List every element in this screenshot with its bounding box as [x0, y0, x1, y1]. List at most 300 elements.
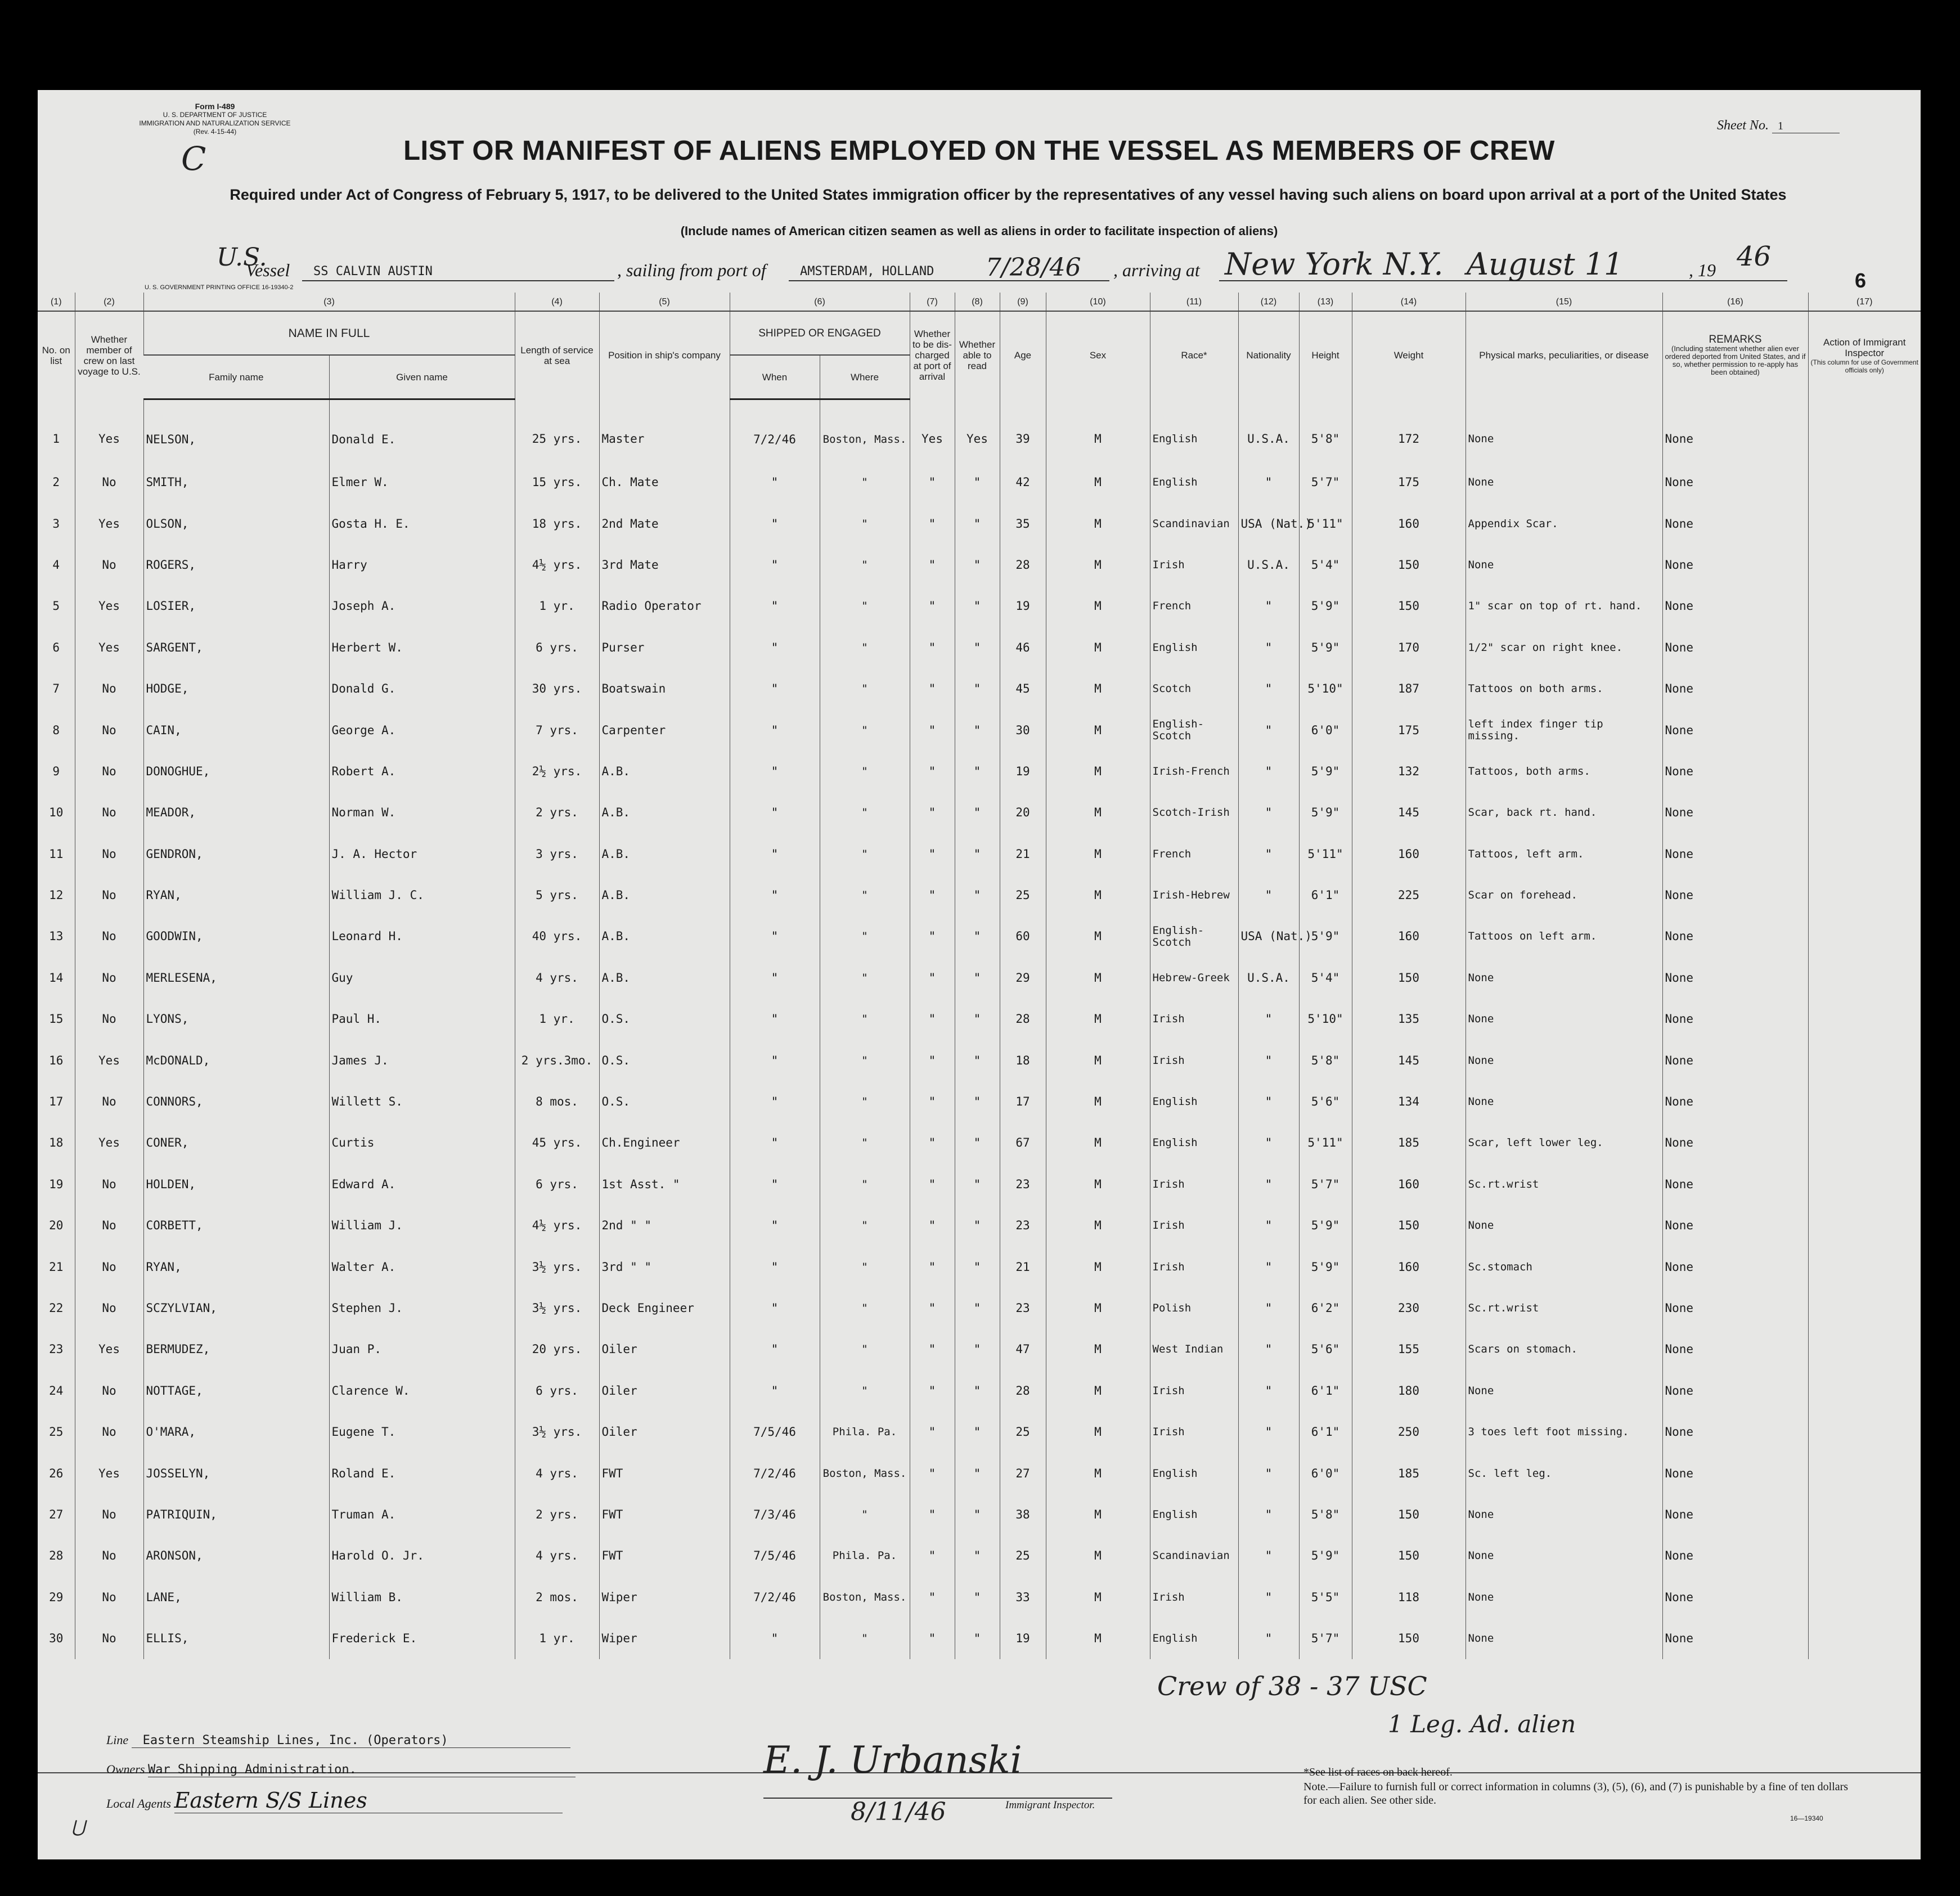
crew-age: 23 [1000, 1288, 1046, 1329]
crew-height: 6'1" [1299, 1412, 1352, 1453]
crew-sex: M [1046, 1494, 1150, 1535]
crew-shipped-when: " [730, 627, 820, 668]
crew-age: 46 [1000, 627, 1046, 668]
crew-position: A.B. [599, 751, 730, 792]
crew-physical-marks: None [1465, 545, 1662, 586]
crew-race: English [1150, 1618, 1238, 1659]
crew-age: 29 [1000, 958, 1046, 999]
crew-able-to-read: " [955, 792, 1000, 833]
crew-physical-marks: None [1465, 1205, 1662, 1246]
crew-shipped-where: " [820, 709, 910, 751]
crew-shipped-where: Phila. Pa. [820, 1535, 910, 1576]
crew-weight: 135 [1352, 999, 1465, 1040]
crew-service-length: 4 yrs. [515, 958, 599, 999]
crew-inspector-action [1808, 751, 1921, 792]
crew-previous-voyage: No [75, 875, 143, 916]
crew-family-name: ROGERS, [143, 545, 329, 586]
table-row [38, 875, 1921, 916]
crew-shipped-when: " [730, 1329, 820, 1370]
crew-shipped-when: 7/2/46 [730, 399, 820, 462]
crew-family-name: CAIN, [143, 709, 329, 751]
table-row [38, 1205, 1921, 1246]
crew-discharged: " [910, 586, 955, 627]
crew-discharged: " [910, 1329, 955, 1370]
crew-inspector-action [1808, 1246, 1921, 1287]
crew-remarks: None [1662, 751, 1808, 792]
crew-able-to-read: " [955, 1164, 1000, 1205]
crew-no: 3 [52, 516, 60, 531]
crew-previous-voyage: No [75, 958, 143, 999]
crew-weight: 230 [1352, 1288, 1465, 1329]
crew-age: 28 [1000, 999, 1046, 1040]
crew-sex: M [1046, 503, 1150, 544]
crew-position: Oiler [599, 1371, 730, 1412]
crew-height: 5'9" [1299, 751, 1352, 792]
crew-sex: M [1046, 1122, 1150, 1163]
crew-position: FWT [599, 1535, 730, 1576]
crew-race: French [1150, 586, 1238, 627]
crew-shipped-when: " [730, 709, 820, 751]
column-number: (8) [955, 293, 1000, 311]
crew-given-name: Joseph A. [329, 586, 515, 627]
crew-remarks: None [1662, 999, 1808, 1040]
column-number: (5) [599, 293, 730, 311]
crew-shipped-when: " [730, 875, 820, 916]
crew-position: 3rd Mate [599, 545, 730, 586]
crew-age: 35 [1000, 503, 1046, 544]
column-number: (16) [1662, 293, 1808, 311]
crew-race: English [1150, 1081, 1238, 1122]
crew-service-length: 5 yrs. [515, 875, 599, 916]
crew-age: 60 [1000, 916, 1046, 957]
crew-sex: M [1046, 668, 1150, 709]
crew-age: 42 [1000, 462, 1046, 503]
crew-able-to-read: " [955, 999, 1000, 1040]
sailing-label: , sailing from port of [617, 260, 766, 280]
crew-able-to-read: " [955, 1288, 1000, 1329]
crew-physical-marks: left index finger tip missing. [1465, 709, 1662, 751]
crew-age: 27 [1000, 1453, 1046, 1494]
header-shipped-engaged: SHIPPED OR ENGAGED [730, 311, 910, 355]
table-row [38, 462, 1921, 503]
crew-discharged: " [910, 1494, 955, 1535]
crew-physical-marks: None [1465, 462, 1662, 503]
table-row [38, 1535, 1921, 1576]
crew-height: 5'5" [1299, 1577, 1352, 1618]
crew-service-length: 2 yrs.3mo. [515, 1040, 599, 1081]
crew-given-name: Roland E. [329, 1453, 515, 1494]
crew-shipped-where: " [820, 958, 910, 999]
crew-weight: 145 [1352, 1040, 1465, 1081]
crew-able-to-read: " [955, 1618, 1000, 1659]
crew-family-name: CONNORS, [143, 1081, 329, 1122]
header-weight: Weight [1352, 311, 1465, 399]
crew-discharged: " [910, 1412, 955, 1453]
crew-inspector-action [1808, 1288, 1921, 1329]
races-note: *See list of races on back hereof. [1303, 1766, 1453, 1778]
crew-no: 15 [49, 1012, 64, 1026]
table-row [38, 751, 1921, 792]
crew-inspector-action [1808, 834, 1921, 875]
crew-physical-marks: None [1465, 1040, 1662, 1081]
crew-previous-voyage: No [75, 1288, 143, 1329]
crew-shipped-when: " [730, 1164, 820, 1205]
crew-service-length: 6 yrs. [515, 1164, 599, 1205]
crew-age: 39 [1000, 399, 1046, 462]
crew-physical-marks: None [1465, 399, 1662, 462]
crew-discharged: " [910, 958, 955, 999]
crew-able-to-read: " [955, 1535, 1000, 1576]
crew-inspector-action [1808, 668, 1921, 709]
crew-nationality: " [1238, 1577, 1299, 1618]
crew-shipped-where: " [820, 1246, 910, 1287]
crew-inspector-action [1808, 958, 1921, 999]
crew-previous-voyage: No [75, 1371, 143, 1412]
crew-previous-voyage: No [75, 1081, 143, 1122]
crew-given-name: James J. [329, 1040, 515, 1081]
crew-height: 5'8" [1299, 1494, 1352, 1535]
vessel-name: SS CALVIN AUSTIN [313, 264, 433, 278]
crew-discharged: " [910, 1205, 955, 1246]
crew-able-to-read: " [955, 1246, 1000, 1287]
crew-nationality: " [1238, 751, 1299, 792]
crew-previous-voyage: No [75, 1535, 143, 1576]
crew-physical-marks: Sc.rt.wrist [1465, 1288, 1662, 1329]
department-name: U. S. DEPARTMENT OF JUSTICE [163, 111, 267, 119]
crew-able-to-read: " [955, 668, 1000, 709]
crew-able-to-read: " [955, 1081, 1000, 1122]
table-row [38, 668, 1921, 709]
crew-weight: 175 [1352, 462, 1465, 503]
crew-race: Polish [1150, 1288, 1238, 1329]
crew-inspector-action [1808, 627, 1921, 668]
crew-discharged: " [910, 462, 955, 503]
crew-shipped-when: " [730, 462, 820, 503]
crew-race: Irish [1150, 1577, 1238, 1618]
crew-physical-marks: None [1465, 958, 1662, 999]
form-revision: (Rev. 4-15-44) [193, 128, 237, 136]
crew-race: Irish [1150, 1164, 1238, 1205]
crew-previous-voyage: No [75, 462, 143, 503]
crew-family-name: NOTTAGE, [143, 1371, 329, 1412]
crew-nationality: " [1238, 1329, 1299, 1370]
crew-family-name: DONOGHUE, [143, 751, 329, 792]
crew-shipped-where: " [820, 1618, 910, 1659]
crew-inspector-action [1808, 1494, 1921, 1535]
crew-race: Irish [1150, 1412, 1238, 1453]
crew-remarks: None [1662, 1205, 1808, 1246]
crew-family-name: ELLIS, [143, 1618, 329, 1659]
crew-previous-voyage: Yes [75, 399, 143, 462]
crew-race: English-Scotch [1150, 916, 1238, 957]
crew-remarks: None [1662, 1246, 1808, 1287]
crew-position: Master [599, 399, 730, 462]
crew-no: 10 [49, 806, 64, 820]
crew-no: 28 [49, 1549, 64, 1563]
crew-remarks: None [1662, 875, 1808, 916]
crew-sex: M [1046, 999, 1150, 1040]
crew-height: 5'4" [1299, 958, 1352, 999]
crew-remarks: None [1662, 1122, 1808, 1163]
crew-remarks: None [1662, 834, 1808, 875]
crew-age: 25 [1000, 875, 1046, 916]
crew-age: 28 [1000, 545, 1046, 586]
crew-shipped-where: " [820, 1122, 910, 1163]
crew-physical-marks: None [1465, 1535, 1662, 1576]
crew-sex: M [1046, 875, 1150, 916]
agents-label: Local Agents [106, 1796, 172, 1810]
crew-shipped-where: " [820, 1081, 910, 1122]
crew-given-name: Truman A. [329, 1494, 515, 1535]
crew-no: 11 [49, 847, 64, 861]
crew-family-name: GENDRON, [143, 834, 329, 875]
crew-given-name: Leonard H. [329, 916, 515, 957]
crew-race: Irish [1150, 1246, 1238, 1287]
owners-value: War Shipping Administration. [148, 1763, 576, 1777]
crew-shipped-when: " [730, 1246, 820, 1287]
crew-height: 6'0" [1299, 709, 1352, 751]
crew-service-length: 4½ yrs. [515, 1205, 599, 1246]
crew-service-length: 6 yrs. [515, 1371, 599, 1412]
column-number: (2) [75, 293, 143, 311]
crew-previous-voyage: No [75, 751, 143, 792]
crew-previous-voyage: Yes [75, 1329, 143, 1370]
crew-remarks: None [1662, 503, 1808, 544]
form-number: Form I-489 [195, 102, 235, 111]
crew-service-length: 4 yrs. [515, 1535, 599, 1576]
crew-nationality: USA (Nat.) [1238, 916, 1299, 957]
crew-able-to-read: " [955, 586, 1000, 627]
crew-discharged: " [910, 1453, 955, 1494]
table-row [38, 999, 1921, 1040]
remarks-note: (Including statement whether alien ever ordered deported from United States, and if so, whether permission to re-apply has been obtained) [1665, 344, 1806, 377]
crew-inspector-action [1808, 462, 1921, 503]
crew-race: Scotch [1150, 668, 1238, 709]
crew-position: 2nd Mate [599, 503, 730, 544]
crew-physical-marks: Sc.rt.wrist [1465, 1164, 1662, 1205]
crew-physical-marks: 1/2" scar on right knee. [1465, 627, 1662, 668]
crew-service-length: 3½ yrs. [515, 1288, 599, 1329]
crew-given-name: Willett S. [329, 1081, 515, 1122]
crew-position: A.B. [599, 958, 730, 999]
crew-family-name: GOODWIN, [143, 916, 329, 957]
crew-inspector-action [1808, 875, 1921, 916]
crew-remarks: None [1662, 462, 1808, 503]
column-number: (17) [1808, 293, 1921, 311]
crew-inspector-action [1808, 1329, 1921, 1370]
crew-shipped-when: 7/2/46 [730, 1453, 820, 1494]
table-row [38, 1577, 1921, 1618]
crew-given-name: Edward A. [329, 1164, 515, 1205]
crew-able-to-read: " [955, 834, 1000, 875]
table-row [38, 1164, 1921, 1205]
crew-family-name: ARONSON, [143, 1535, 329, 1576]
crew-height: 5'9" [1299, 586, 1352, 627]
crew-remarks: None [1662, 1371, 1808, 1412]
crew-position: Wiper [599, 1618, 730, 1659]
crew-able-to-read: " [955, 709, 1000, 751]
crew-service-length: 1 yr. [515, 1618, 599, 1659]
crew-service-length: 2 yrs. [515, 1494, 599, 1535]
crew-race: English-Scotch [1150, 709, 1238, 751]
crew-service-length: 4 yrs. [515, 1453, 599, 1494]
crew-shipped-where: " [820, 545, 910, 586]
crew-remarks: None [1662, 709, 1808, 751]
crew-shipped-where: " [820, 503, 910, 544]
crew-shipped-where: " [820, 916, 910, 957]
crew-shipped-where: Boston, Mass. [820, 1453, 910, 1494]
crew-no: 22 [49, 1301, 64, 1315]
crew-weight: 160 [1352, 1164, 1465, 1205]
crew-service-length: 45 yrs. [515, 1122, 599, 1163]
crew-nationality: " [1238, 1288, 1299, 1329]
crew-shipped-where: " [820, 875, 910, 916]
crew-height: 5'9" [1299, 627, 1352, 668]
crew-discharged: " [910, 1618, 955, 1659]
crew-family-name: NELSON, [143, 399, 329, 462]
line-label: Line [106, 1733, 129, 1747]
crew-age: 28 [1000, 1371, 1046, 1412]
vessel-label: Vessel [246, 260, 290, 280]
crew-discharged: " [910, 1081, 955, 1122]
crew-given-name: Curtis [329, 1122, 515, 1163]
inspector-signature: E. J. Urbanski [763, 1738, 1022, 1782]
crew-weight: 155 [1352, 1329, 1465, 1370]
crew-height: 5'8" [1299, 1040, 1352, 1081]
crew-height: 5'7" [1299, 1618, 1352, 1659]
crew-sex: M [1046, 958, 1150, 999]
crew-no: 19 [49, 1177, 64, 1191]
crew-weight: 170 [1352, 627, 1465, 668]
crew-service-length: 3 yrs. [515, 834, 599, 875]
crew-sex: M [1046, 399, 1150, 462]
crew-race: Scandinavian [1150, 1535, 1238, 1576]
crew-height: 5'7" [1299, 1164, 1352, 1205]
crew-sex: M [1046, 1081, 1150, 1122]
crew-given-name: William J. [329, 1205, 515, 1246]
crew-age: 47 [1000, 1329, 1046, 1370]
crew-given-name: Donald G. [329, 668, 515, 709]
crew-remarks: None [1662, 1164, 1808, 1205]
crew-given-name: William J. C. [329, 875, 515, 916]
crew-able-to-read: " [955, 1453, 1000, 1494]
crew-previous-voyage: No [75, 1205, 143, 1246]
crew-discharged: " [910, 875, 955, 916]
crew-nationality: " [1238, 999, 1299, 1040]
header-action [1808, 311, 1921, 399]
crew-previous-voyage: No [75, 709, 143, 751]
crew-sex: M [1046, 751, 1150, 792]
crew-previous-voyage: Yes [75, 1040, 143, 1081]
crew-nationality: " [1238, 709, 1299, 751]
crew-remarks: None [1662, 545, 1808, 586]
crew-weight: 160 [1352, 834, 1465, 875]
crew-previous-voyage: Yes [75, 627, 143, 668]
crew-nationality: " [1238, 1040, 1299, 1081]
crew-discharged: " [910, 1535, 955, 1576]
crew-no: 14 [49, 971, 64, 985]
crew-inspector-action [1808, 1577, 1921, 1618]
crew-position: Boatswain [599, 668, 730, 709]
table-row [38, 1329, 1921, 1370]
crew-race: English [1150, 399, 1238, 462]
table-row [38, 1122, 1921, 1163]
crew-age: 33 [1000, 1577, 1046, 1618]
crew-no: 6 [52, 640, 60, 654]
crew-position: Oiler [599, 1329, 730, 1370]
crew-previous-voyage: No [75, 668, 143, 709]
header-remarks [1662, 311, 1808, 399]
crew-given-name: Eugene T. [329, 1412, 515, 1453]
crew-given-name: Donald E. [329, 399, 515, 462]
crew-shipped-when: 7/5/46 [730, 1412, 820, 1453]
crew-age: 21 [1000, 834, 1046, 875]
header-height: Height [1299, 311, 1352, 399]
crew-age: 21 [1000, 1246, 1046, 1287]
crew-physical-marks: Scar, back rt. hand. [1465, 792, 1662, 833]
crew-remarks: None [1662, 1329, 1808, 1370]
crew-previous-voyage: Yes [75, 586, 143, 627]
crew-physical-marks: None [1465, 999, 1662, 1040]
crew-position: Oiler [599, 1412, 730, 1453]
column-number: (7) [910, 293, 955, 311]
crew-shipped-when: " [730, 792, 820, 833]
crew-discharged: " [910, 1122, 955, 1163]
table-row [38, 958, 1921, 999]
crew-able-to-read: " [955, 1122, 1000, 1163]
crew-no: 21 [49, 1260, 64, 1274]
crew-nationality: " [1238, 586, 1299, 627]
crew-race: Irish [1150, 1205, 1238, 1246]
crew-height: 5'10" [1299, 668, 1352, 709]
crew-inspector-action [1808, 1371, 1921, 1412]
crew-age: 17 [1000, 1081, 1046, 1122]
action-note: (This column for use of Government officials only) [1810, 358, 1918, 374]
crew-shipped-when: 7/3/46 [730, 1494, 820, 1535]
table-row [38, 1081, 1921, 1122]
crew-given-name: Walter A. [329, 1246, 515, 1287]
header-name-in-full: NAME IN FULL [143, 311, 515, 355]
service-name: IMMIGRATION AND NATURALIZATION SERVICE [139, 119, 291, 127]
crew-sex: M [1046, 1246, 1150, 1287]
crew-age: 18 [1000, 1040, 1046, 1081]
crew-race: Irish [1150, 545, 1238, 586]
crew-race: Scandinavian [1150, 503, 1238, 544]
header-row [38, 311, 1921, 355]
crew-family-name: CORBETT, [143, 1205, 329, 1246]
crew-sex: M [1046, 1371, 1150, 1412]
crew-discharged: " [910, 1577, 955, 1618]
crew-shipped-where: " [820, 1164, 910, 1205]
crew-remarks: None [1662, 1040, 1808, 1081]
crew-family-name: BERMUDEZ, [143, 1329, 329, 1370]
crew-sex: M [1046, 462, 1150, 503]
crew-position: O.S. [599, 1081, 730, 1122]
crew-weight: 150 [1352, 1205, 1465, 1246]
crew-nationality: " [1238, 792, 1299, 833]
crew-shipped-when: " [730, 503, 820, 544]
crew-remarks: None [1662, 1081, 1808, 1122]
crew-remarks: None [1662, 792, 1808, 833]
crew-remarks: None [1662, 958, 1808, 999]
table-row [38, 1040, 1921, 1081]
crew-weight: 225 [1352, 875, 1465, 916]
form-identification [122, 102, 308, 136]
crew-previous-voyage: No [75, 834, 143, 875]
crew-age: 19 [1000, 751, 1046, 792]
sheet-label: Sheet No. [1717, 118, 1769, 133]
crew-given-name: Harry [329, 545, 515, 586]
